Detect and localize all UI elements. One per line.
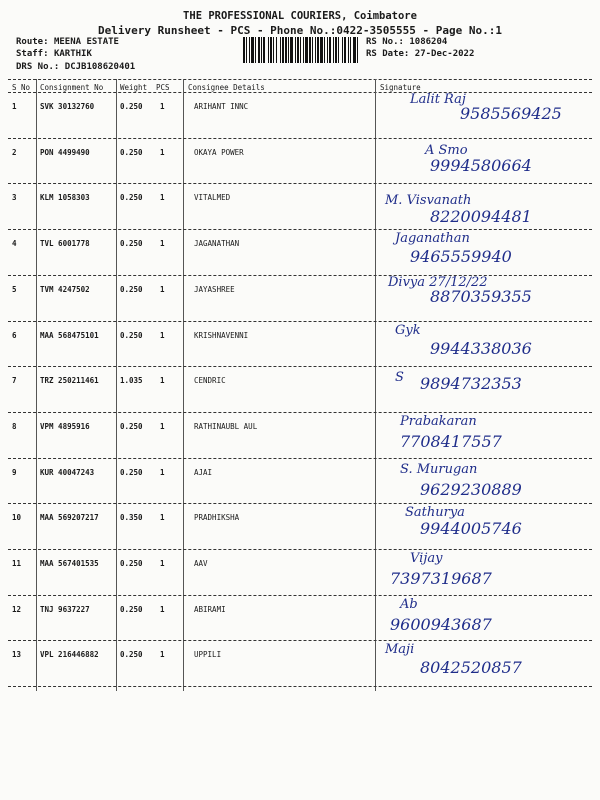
barcode-bar [305, 37, 308, 63]
row-weight: 0.250 [120, 467, 143, 477]
barcode-bar [357, 37, 358, 63]
rs-no-value: 1086204 [409, 37, 448, 47]
signature-phone: 8042520857 [420, 658, 522, 678]
row-consignee: ABIRAMI [194, 604, 226, 614]
row-pcs: 1 [160, 604, 165, 614]
row-weight: 0.250 [120, 193, 143, 203]
row-weight: 0.250 [120, 604, 143, 614]
row-consignee: JAGANATHAN [194, 239, 240, 249]
row-consignment-no: VPL 216446882 [40, 650, 99, 660]
signature-phone: 9465559940 [410, 247, 512, 267]
signature-name: Maji [385, 642, 415, 658]
table-top-border [8, 79, 592, 80]
row-consignee: RATHINAUBL AUL [194, 421, 258, 431]
row-sno: 12 [12, 604, 22, 614]
row-weight: 0.250 [120, 284, 143, 294]
signature-phone: 7708417557 [400, 431, 502, 451]
rs-date-line [366, 49, 474, 59]
signature-name: Sathurya [405, 505, 465, 521]
barcode-bar [243, 37, 245, 63]
staff-value: KARTHIK [53, 49, 92, 59]
row-consignee: PRADHIKSHA [194, 513, 240, 523]
row-separator [8, 458, 592, 459]
row-separator [8, 503, 592, 504]
barcode-bar [320, 37, 323, 63]
barcode-bar [258, 37, 260, 63]
row-separator [8, 686, 592, 687]
barcode-bar [344, 37, 346, 63]
row-pcs: 1 [160, 284, 165, 294]
barcode-bar [251, 37, 254, 63]
row-consignment-no: KLM 1058303 [40, 193, 90, 203]
barcode-bar [297, 37, 299, 63]
barcode-bar [353, 37, 356, 63]
barcode-bar [276, 37, 277, 63]
barcode-bar [315, 37, 316, 63]
drs-label: DRS No.: [16, 62, 60, 72]
row-pcs: 1 [160, 650, 165, 660]
barcode-bar [317, 37, 319, 63]
row-separator [8, 138, 592, 139]
col-header-consignee: Consignee Details [188, 83, 265, 92]
route-value: MEENA ESTATE [53, 37, 119, 47]
row-consignee: KRISHNAVENNI [194, 330, 249, 340]
row-sno: 13 [12, 650, 22, 660]
row-sno: 4 [12, 239, 17, 249]
row-weight: 0.350 [120, 513, 143, 523]
col-header-weight: Weight [120, 83, 148, 92]
row-consignment-no: TRZ 250211461 [40, 376, 99, 386]
row-separator [8, 229, 592, 230]
barcode-bar [350, 37, 351, 63]
rs-no-line [366, 37, 447, 47]
row-sno: 6 [12, 330, 17, 340]
signature-phone: 9994580664 [430, 155, 532, 175]
row-pcs: 1 [160, 376, 165, 386]
row-sno: 9 [12, 467, 17, 477]
barcode-bar [290, 37, 293, 63]
barcode-bar [303, 37, 304, 63]
barcode-bar [348, 37, 349, 63]
col-header-signature: Signature [380, 83, 421, 92]
barcode-bar [295, 37, 296, 63]
column-divider [36, 79, 37, 691]
row-separator [8, 640, 592, 641]
row-pcs: 1 [160, 467, 165, 477]
row-pcs: 1 [160, 193, 165, 203]
barcode-bar [280, 37, 281, 63]
row-weight: 0.250 [120, 650, 143, 660]
signature-name: Ab [400, 596, 418, 612]
barcode-bar [246, 37, 247, 63]
rs-no-label: RS No.: [366, 37, 404, 47]
barcode [243, 37, 359, 63]
row-sno: 10 [12, 513, 22, 523]
staff-line [16, 49, 92, 59]
barcode-bar [285, 37, 287, 63]
barcode-bar [309, 37, 311, 63]
row-consignee: UPPILI [194, 650, 222, 660]
row-consignee: AAV [194, 559, 208, 568]
row-weight: 0.250 [120, 330, 143, 340]
signature-name: Gyk [395, 322, 421, 338]
row-consignment-no: SVK 30132760 [40, 102, 95, 111]
barcode-bar [324, 37, 325, 63]
col-header-pcs: PCS [156, 83, 170, 92]
row-pcs: 1 [160, 421, 165, 431]
signature-name: S. Murugan [400, 461, 478, 477]
barcode-bar [268, 37, 269, 63]
signature-name: Vijay [410, 551, 443, 566]
barcode-bar [338, 37, 339, 63]
row-consignee: OKAYA POWER [194, 147, 244, 157]
row-consignment-no: MAA 568475101 [40, 330, 99, 340]
signature-name: A Smo [425, 142, 468, 158]
col-header-sno: S No [12, 83, 31, 92]
row-sno: 2 [12, 147, 17, 157]
row-pcs: 1 [160, 147, 165, 157]
row-weight: 0.250 [120, 147, 143, 157]
barcode-bar [333, 37, 334, 63]
signature-name: Divya 27/12/22 [388, 274, 488, 290]
row-separator [8, 366, 592, 367]
company-title: THE PROFESSIONAL COURIERS, Coimbatore [183, 10, 417, 22]
row-consignee: CENDRIC [194, 376, 226, 386]
barcode-bar [270, 37, 272, 63]
row-pcs: 1 [160, 102, 165, 111]
signature-phone: 9944005746 [420, 519, 522, 539]
rs-date-label: RS Date: [366, 49, 410, 59]
row-consignee: AJAI [194, 467, 213, 477]
signature-name: S [395, 370, 404, 386]
row-sno: 11 [12, 559, 22, 568]
barcode-bar [261, 37, 262, 63]
row-weight: 0.250 [120, 239, 143, 249]
row-consignment-no: MAA 567401535 [40, 559, 99, 568]
rs-date-value: 27-Dec-2022 [414, 49, 475, 59]
row-separator [8, 412, 592, 413]
barcode-bar [288, 37, 289, 63]
header-bottom-border [8, 92, 592, 93]
signature-phone: 8870359355 [430, 286, 532, 306]
row-sno: 8 [12, 421, 17, 431]
row-sno: 3 [12, 193, 17, 203]
route-line [16, 37, 119, 47]
signature-phone: 9944338036 [430, 338, 532, 358]
signature-name: Lalit Raj [410, 92, 466, 107]
row-consignment-no: KUR 40047243 [40, 467, 95, 477]
column-divider [116, 79, 117, 691]
row-pcs: 1 [160, 330, 165, 340]
barcode-bar [329, 37, 331, 63]
barcode-bar [335, 37, 337, 63]
route-label: Route: [16, 37, 49, 47]
barcode-bar [273, 37, 274, 63]
row-sno: 5 [12, 284, 17, 294]
barcode-bar [249, 37, 250, 63]
row-weight: 0.250 [120, 559, 143, 568]
row-pcs: 1 [160, 513, 165, 523]
drs-line [16, 62, 135, 72]
row-consignment-no: TVM 4247502 [40, 284, 90, 294]
row-separator [8, 275, 592, 276]
row-pcs: 1 [160, 559, 165, 568]
barcode-bar [255, 37, 256, 63]
barcode-bar [327, 37, 328, 63]
barcode-bar [263, 37, 265, 63]
signature-name: Jaganathan [395, 231, 470, 247]
col-header-consignment: Consignment No [40, 83, 104, 92]
row-weight: 1.035 [120, 376, 143, 386]
row-weight: 0.250 [120, 102, 143, 111]
row-consignee: ARIHANT INNC [194, 102, 249, 111]
row-separator [8, 595, 592, 596]
row-pcs: 1 [160, 239, 165, 249]
row-consignee: VITALMED [194, 193, 231, 203]
signature-phone: 9629230889 [420, 479, 522, 499]
signature-phone: 9585569425 [460, 104, 562, 123]
row-consignment-no: TNJ 9637227 [40, 604, 90, 614]
row-separator [8, 321, 592, 322]
barcode-bar [342, 37, 343, 63]
row-separator [8, 183, 592, 184]
row-consignment-no: PON 4499490 [40, 147, 90, 157]
row-consignment-no: TVL 6001778 [40, 239, 90, 249]
staff-label: Staff: [16, 49, 49, 59]
row-sno: 7 [12, 376, 17, 386]
column-divider [183, 79, 184, 691]
row-weight: 0.250 [120, 421, 143, 431]
barcode-bar [300, 37, 301, 63]
barcode-bar [312, 37, 313, 63]
signature-name: M. Visvanath [385, 193, 472, 209]
runsheet-subtitle: Delivery Runsheet - PCS - Phone No.:0422-3505555 - Page No.:1 [98, 24, 502, 37]
signature-name: Prabakaran [400, 413, 477, 429]
signature-phone: 9894732353 [420, 374, 522, 394]
signature-phone: 8220094481 [430, 207, 532, 227]
column-divider [375, 79, 376, 691]
row-consignee: JAYASHREE [194, 284, 235, 294]
row-sno: 1 [12, 102, 17, 111]
signature-phone: 7397319687 [390, 569, 492, 588]
row-separator [8, 549, 592, 550]
row-consignment-no: MAA 569207217 [40, 513, 99, 523]
drs-value: DCJB108620401 [64, 62, 136, 72]
row-consignment-no: VPM 4895916 [40, 421, 90, 431]
barcode-bar [282, 37, 284, 63]
signature-phone: 9600943687 [390, 614, 492, 634]
